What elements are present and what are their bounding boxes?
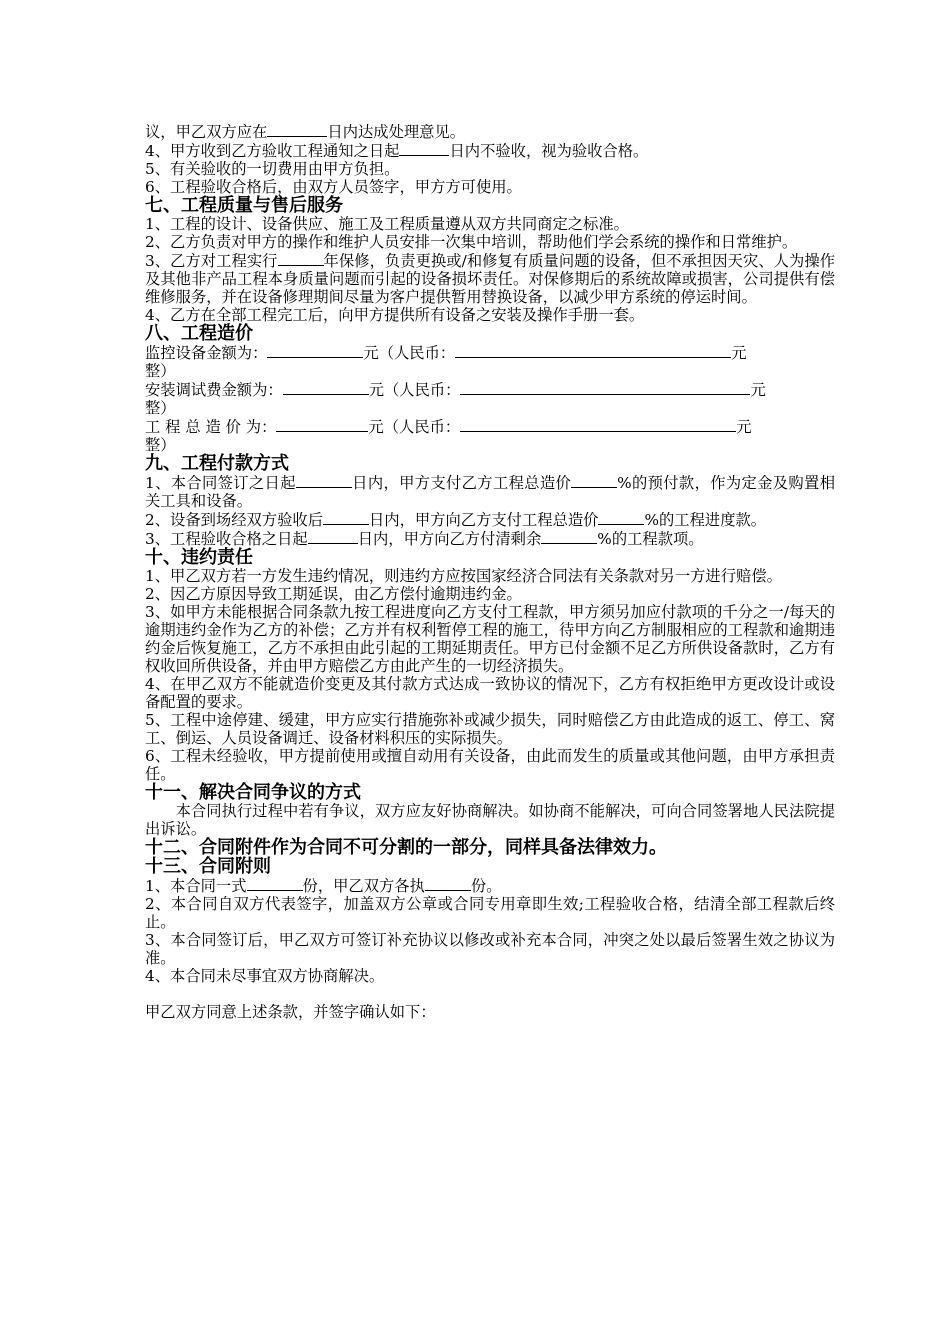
paragraph: 5、工程中途停建、缓建，甲方应实行措施弥补或减少损失，同时赔偿乙方由此造成的返工、停工、窝工、倒运、人员设备调迁、设备材料积压的实际损失。 — [145, 711, 835, 747]
paragraph: 1、本合同一式 份，甲乙双方各执 份。 — [145, 877, 502, 895]
section-heading: 十二、合同附件作为合同不可分割的一部分，同样具备法律效力。 — [145, 837, 667, 858]
paragraph: 6、工程验收合格后，由双方人员签字，甲方方可使用。 — [145, 178, 522, 196]
fill-blank — [308, 529, 358, 544]
fill-blank — [598, 510, 644, 525]
paragraph: 1、工程的设计、设备供应、施工及工程质量遵从双方共同商定之标准。 — [145, 215, 629, 233]
paragraph: 2、设备到场经双方验收后 日内，甲方向乙方支付工程总造价 %的工程进度款。 — [145, 511, 767, 529]
section-heading: 十三、合同附则 — [145, 856, 271, 877]
fill-blank — [455, 343, 731, 358]
fill-blank — [425, 876, 471, 891]
section-heading: 九、工程付款方式 — [145, 453, 289, 474]
fee-row: 安装调试费金额为： 元（人民币： 元 整） — [145, 381, 766, 417]
fill-blank — [399, 141, 449, 156]
fill-blank — [267, 343, 363, 358]
fill-blank — [278, 251, 324, 266]
paragraph: 3、工程验收合格之日起 日内，甲方向乙方付清剩余 %的工程款项。 — [145, 530, 704, 548]
section-heading: 七、工程质量与售后服务 — [145, 195, 343, 216]
paragraph: 6、工程未经验收，甲方提前使用或擅自动用有关设备，由此而发生的质量或其他问题，由甲方承担责任。 — [145, 747, 835, 783]
fill-blank — [267, 122, 327, 137]
paragraph: 2、因乙方原因导致工期延误，由乙方偿付逾期违约金。 — [145, 585, 522, 603]
fill-blank — [283, 380, 369, 395]
paragraph: 1、甲乙双方若一方发生违约情况，则违约方应按国家经济合同法有关条款对另一方进行赔偿。 — [145, 567, 782, 585]
paragraph: 5、有关验收的一切费用由甲方负担。 — [145, 160, 400, 178]
fill-blank — [323, 510, 369, 525]
fill-blank — [460, 380, 750, 395]
paragraph: 3、乙方对工程实行 年保修，负责更换或/和修复有质量问题的设备，但不承担因天灾、人为操作及其他非产品工程本身质量问题而引起的设备损坏责任。对保修期后的系统故障或损害，公司提供有偿维修服务，并在设备修理期间尽量为客户提供暂用替换设备，以减少甲方系统的停运时间。 — [145, 252, 836, 306]
contract-page — [145, 122, 835, 1021]
paragraph: 议，甲乙双方应在 日内达成处理意见。 — [145, 123, 466, 141]
paragraph: 3、如甲方未能根据合同条款九按工程进度向乙方支付工程款，甲方须另加应付款项的千分之一/每天的逾期违约金作为乙方的补偿；乙方并有权利暂停工程的施工，待甲方向乙方制服相应的工程款和逾期违约金后恢复施工，乙方不承担由此引起的工期延期责任。甲方已付金额不足乙方所供设备款时，乙方有权收回所供设备，并由甲方赔偿乙方由此产生的一切经济损失。 — [145, 603, 835, 675]
fill-blank — [541, 529, 597, 544]
paragraph: 4、甲方收到乙方验收工程通知之日起 日内不验收，视为验收合格。 — [145, 142, 649, 160]
fee-row: 工 程 总 造 价 为： 元（人民币： 元 整） — [145, 418, 752, 454]
paragraph: 本合同执行过程中若有争议，双方应友好协商解决。如协商不能解决，可向合同签署地人民法院提出诉讼。 — [145, 802, 835, 838]
paragraph: 4、本合同未尽事宜双方协商解决。 — [145, 967, 385, 985]
paragraph: 1、本合同签订之日起 日内，甲方支付乙方工程总造价 %的预付款，作为定金及购置相关工具和设备。 — [145, 474, 835, 510]
fill-blank — [247, 876, 303, 891]
section-heading: 十一、解决合同争议的方式 — [145, 782, 361, 803]
closing-statement: 甲乙双方同意上述条款，并签字确认如下： — [145, 1003, 436, 1021]
section-heading: 八、工程造价 — [145, 323, 253, 344]
paragraph: 2、乙方负责对甲方的操作和维护人员安排一次集中培训，帮助他们学会系统的操作和日常维护。 — [145, 233, 798, 251]
section-heading: 十、违约责任 — [145, 547, 253, 568]
paragraph: 4、在甲乙双方不能就造价变更及其付款方式达成一致协议的情况下，乙方有权拒绝甲方更改设计或设备配置的要求。 — [145, 675, 835, 711]
paragraph: 4、乙方在全部工程完工后，向甲方提供所有设备之安装及操作手册一套。 — [145, 306, 645, 324]
fee-row: 监控设备金额为： 元（人民币： 元 整） — [145, 344, 747, 380]
fill-blank — [276, 417, 368, 432]
fill-blank — [571, 473, 617, 488]
paragraph: 3、本合同签订后，甲乙双方可签订补充协议以修改或补充本合同，冲突之处以最后签署生效之协议为准。 — [145, 931, 835, 967]
fill-blank — [460, 417, 736, 432]
paragraph: 2、本合同自双方代表签字，加盖双方公章或合同专用章即生效;工程验收合格，结清全部工程款后终止。 — [145, 895, 835, 931]
fill-blank — [296, 473, 352, 488]
blank-line — [145, 985, 835, 1003]
